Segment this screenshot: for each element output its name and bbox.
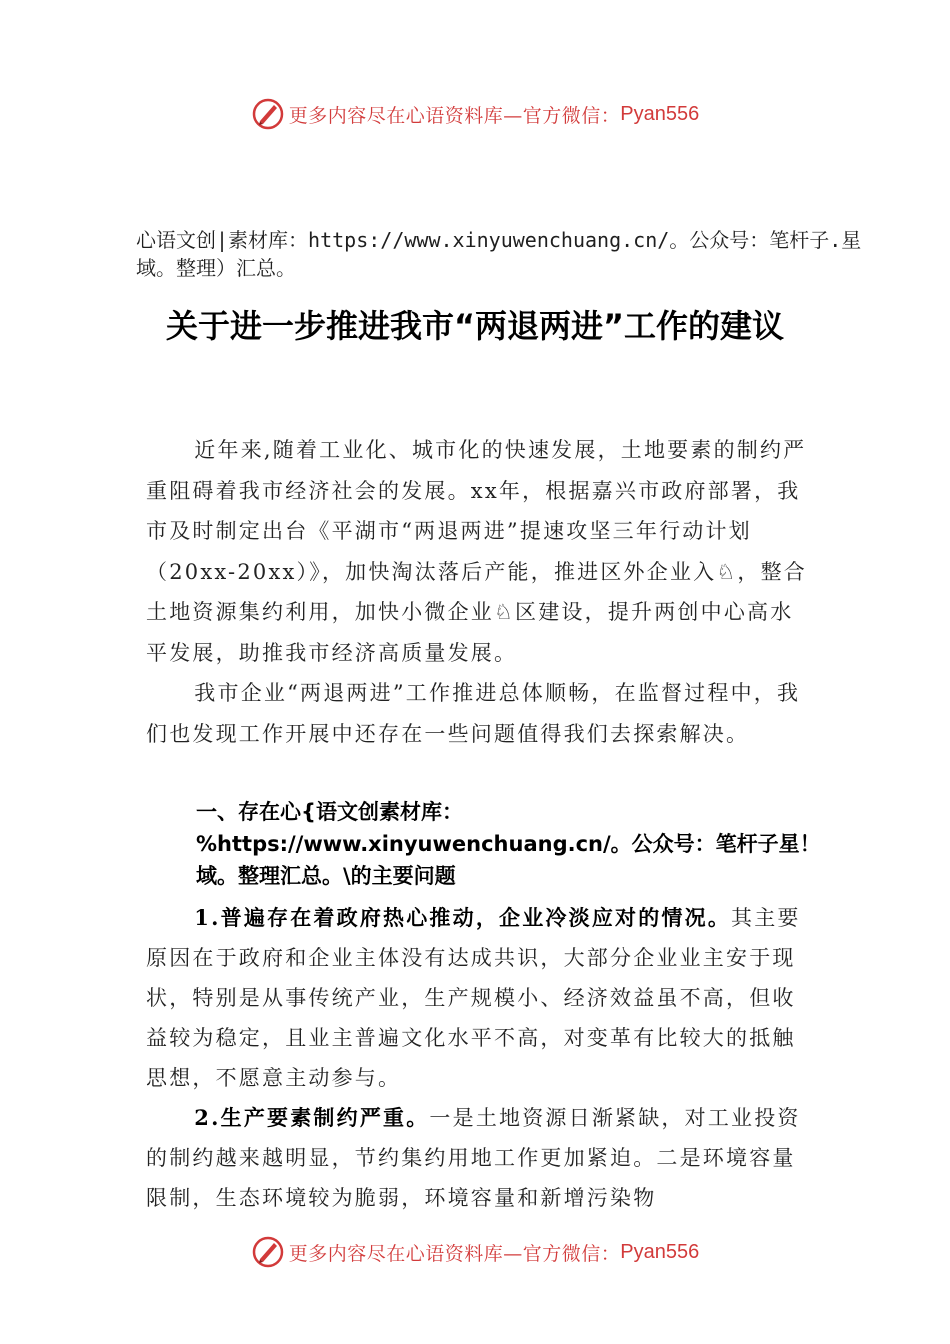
issue-text: 一是土地资源日渐紧缺，对工业投资的制约越来越明显，节约集约用地工作更加紧迫。二是环境容量限制，生态环境较为脆弱，环境容量和新增污染物 xyxy=(146,1106,801,1210)
issue-item xyxy=(146,1098,811,1218)
banner-text: 更多内容尽在心语资料库—官方微信： xyxy=(288,104,621,127)
issues-body xyxy=(146,898,811,1218)
document-title: 关于进一步推进我市“两退两进”工作的建议 xyxy=(165,307,785,345)
header-banner xyxy=(0,94,950,134)
banner-text: 更多内容尽在心语资料库—官方微信： xyxy=(288,1242,621,1265)
source-note: 心语文创|素材库：https://www.xinyuwenchuang.cn/。公众号：笔杆子.星域。整理）汇总。 xyxy=(136,228,862,280)
section-heading: 一、存在心{语文创素材库：%https://www.xinyuwenchuang.cn/。公众号：笔杆子星！域。整理汇总。\的主要问题 xyxy=(196,800,821,888)
intro-body xyxy=(146,430,811,754)
issue-lead: 1.普遍存在着政府热心推动，企业冷淡应对的情况。 xyxy=(194,905,732,930)
issue-item xyxy=(146,898,811,1098)
issue-text: 其主要原因在于政府和企业主体没有达成共识，大部分企业业主安于现状，特别是从事传统产业，生产规模小、经济效益虽不高，但收益较为稳定，且业主普遍文化水平不高，对变革有比较大的抵触思想，不愿意主动参与。 xyxy=(146,906,801,1090)
issue-lead: 2.生产要素制约严重。 xyxy=(194,1105,430,1130)
footer-banner xyxy=(0,1232,950,1272)
pen-logo-icon xyxy=(251,97,285,131)
pen-logo-icon xyxy=(251,1235,285,1269)
banner-wechat-id: Pyan556 xyxy=(620,1240,700,1263)
paragraph: 近年来,随着工业化、城市化的快速发展，土地要素的制约严重阻碍着我市经济社会的发展。xx年，根据嘉兴市政府部署，我市及时制定出台《平湖市“两退两进”提速攻坚三年行动计划（20xx-20xx）》，加快淘汰落后产能，推进区外企业入♘，整合土地资源集约利用，加快小微企业♘区建设，提升两创中心高水平发展，助推我市经济高质量发展。 xyxy=(146,438,807,665)
paragraph: 我市企业“两退两进”工作推进总体顺畅，在监督过程中，我们也发现工作开展中还存在一些问题值得我们去探索解决。 xyxy=(146,681,801,746)
banner-wechat-id: Pyan556 xyxy=(620,102,700,125)
